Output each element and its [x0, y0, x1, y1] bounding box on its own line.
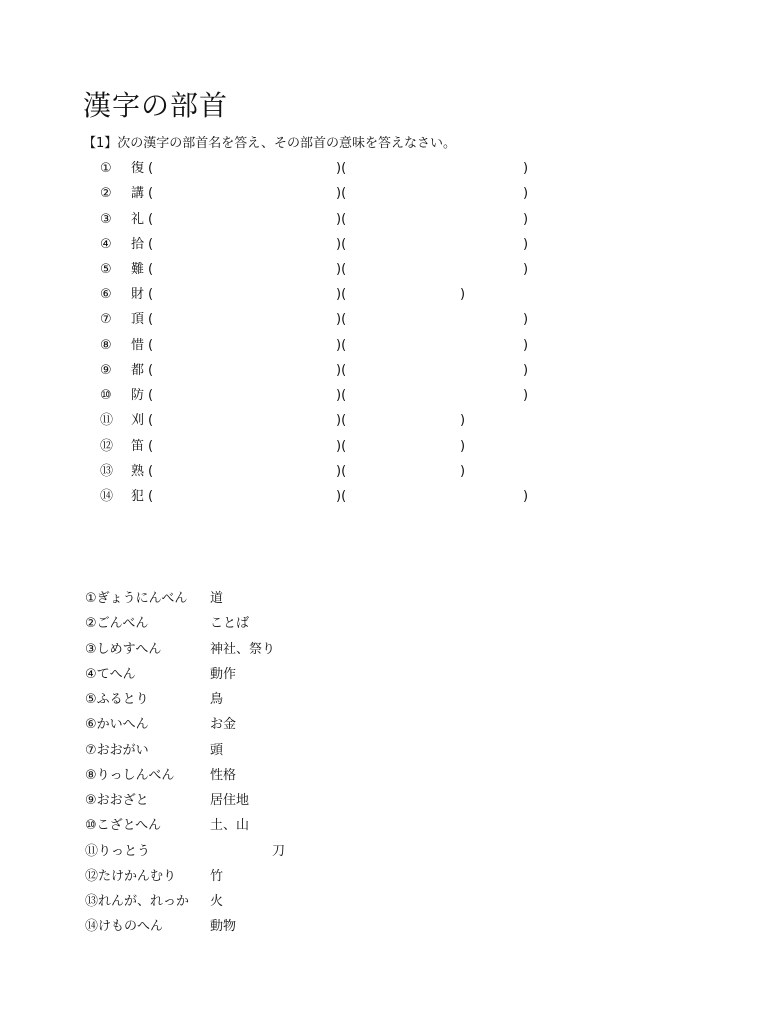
- answer-meaning: 刀: [272, 844, 286, 859]
- answer-blank-divider: )(: [336, 161, 347, 176]
- answer-radical-name: ③しめすへん: [85, 642, 162, 657]
- close-paren: ): [523, 161, 529, 176]
- question-kanji: 惜: [131, 338, 145, 353]
- answer-blank-divider: )(: [336, 212, 347, 227]
- question-kanji: 防: [131, 388, 145, 403]
- question-kanji: 犯: [131, 489, 145, 504]
- question-kanji: 難: [131, 262, 145, 277]
- question-kanji: 拾: [131, 237, 145, 252]
- close-paren: ): [523, 388, 529, 403]
- question-number: ⑫: [100, 439, 114, 454]
- answer-blank-divider: )(: [336, 464, 347, 479]
- open-paren: (: [148, 363, 154, 378]
- answer-meaning: 性格: [210, 768, 237, 783]
- answer-row: [0, 866, 768, 888]
- close-paren: ): [460, 439, 466, 454]
- question-number: ⑩: [100, 388, 112, 403]
- question-kanji: 笛: [131, 439, 145, 454]
- open-paren: (: [148, 237, 154, 252]
- answer-blank-divider: )(: [336, 439, 347, 454]
- question-number: ⑪: [100, 413, 114, 428]
- answer-radical-name: ⑥かいへん: [85, 717, 149, 732]
- close-paren: ): [523, 363, 529, 378]
- answer-row: [0, 891, 768, 913]
- open-paren: (: [148, 413, 154, 428]
- open-paren: (: [148, 489, 154, 504]
- open-paren: (: [148, 262, 154, 277]
- page-title: 漢字の部首: [83, 89, 229, 122]
- question-row: [0, 410, 768, 432]
- answer-row: [0, 740, 768, 762]
- open-paren: (: [148, 312, 154, 327]
- answer-meaning: ことば: [210, 616, 250, 631]
- question-row: [0, 209, 768, 231]
- answer-radical-name: ⑪りっとう: [85, 844, 151, 859]
- close-paren: ): [523, 212, 529, 227]
- answer-radical-name: ⑭けものへん: [85, 919, 164, 934]
- close-paren: ): [523, 237, 529, 252]
- close-paren: ): [523, 489, 529, 504]
- answer-meaning: 頭: [210, 743, 224, 758]
- answer-blank-divider: )(: [336, 237, 347, 252]
- question-kanji: 都: [131, 363, 145, 378]
- answer-radical-name: ①ぎょうにんべん: [85, 591, 188, 606]
- question-kanji: 講: [131, 186, 145, 201]
- close-paren: ): [460, 287, 466, 302]
- answer-meaning: 神社、祭り: [210, 642, 276, 657]
- open-paren: (: [148, 388, 154, 403]
- question-kanji: 刈: [131, 413, 145, 428]
- answer-blank-divider: )(: [336, 312, 347, 327]
- answer-row: [0, 790, 768, 812]
- question-number: ⑦: [100, 312, 112, 327]
- question-number: ⑨: [100, 363, 112, 378]
- answer-row: [0, 639, 768, 661]
- answer-blank-divider: )(: [336, 287, 347, 302]
- answer-blank-divider: )(: [336, 262, 347, 277]
- answer-row: [0, 841, 768, 863]
- answer-meaning: 動物: [210, 919, 237, 934]
- question-kanji: 熟: [131, 464, 145, 479]
- open-paren: (: [148, 186, 154, 201]
- question-number: ⑭: [100, 489, 114, 504]
- answer-meaning: 鳥: [210, 692, 224, 707]
- question-number: ②: [100, 186, 112, 201]
- answer-radical-name: ⑩こざとへん: [85, 818, 162, 833]
- answer-radical-name: ⑤ふるとり: [85, 692, 149, 707]
- answer-row: [0, 815, 768, 837]
- question-kanji: 礼: [131, 212, 145, 227]
- question-row: [0, 486, 768, 508]
- answer-meaning: お金: [210, 717, 237, 732]
- question-number: ④: [100, 237, 112, 252]
- instruction-text: 【1】次の漢字の部首名を答え、その部首の意味を答えなさい。: [83, 136, 457, 151]
- answer-row: [0, 664, 768, 686]
- close-paren: ): [523, 186, 529, 201]
- question-row: [0, 335, 768, 357]
- answer-radical-name: ⑫たけかんむり: [85, 869, 177, 884]
- open-paren: (: [148, 287, 154, 302]
- question-row: [0, 309, 768, 331]
- answer-blank-divider: )(: [336, 388, 347, 403]
- close-paren: ): [460, 464, 466, 479]
- question-row: [0, 158, 768, 180]
- answer-radical-name: ④てへん: [85, 667, 136, 682]
- question-row: [0, 461, 768, 483]
- close-paren: ): [523, 338, 529, 353]
- answer-row: [0, 714, 768, 736]
- question-kanji: 復: [131, 161, 145, 176]
- answer-meaning: 火: [210, 894, 224, 909]
- question-row: [0, 183, 768, 205]
- answer-meaning: 土、山: [210, 818, 250, 833]
- question-number: ①: [100, 161, 112, 176]
- open-paren: (: [148, 161, 154, 176]
- answer-meaning: 竹: [210, 869, 224, 884]
- answer-blank-divider: )(: [336, 363, 347, 378]
- question-kanji: 財: [131, 287, 145, 302]
- answer-row: [0, 765, 768, 787]
- close-paren: ): [460, 413, 466, 428]
- question-row: [0, 259, 768, 281]
- answer-meaning: 動作: [210, 667, 237, 682]
- answer-blank-divider: )(: [336, 186, 347, 201]
- answer-meaning: 道: [210, 591, 224, 606]
- answer-row: [0, 588, 768, 610]
- answer-blank-divider: )(: [336, 489, 347, 504]
- question-number: ⑧: [100, 338, 112, 353]
- question-kanji: 頂: [131, 312, 145, 327]
- open-paren: (: [148, 464, 154, 479]
- answer-radical-name: ⑬れんが、れっか: [85, 894, 190, 909]
- close-paren: ): [523, 312, 529, 327]
- question-number: ③: [100, 212, 112, 227]
- answer-radical-name: ②ごんべん: [85, 616, 149, 631]
- question-number: ⑥: [100, 287, 112, 302]
- question-row: [0, 360, 768, 382]
- question-row: [0, 284, 768, 306]
- close-paren: ): [523, 262, 529, 277]
- question-row: [0, 385, 768, 407]
- answer-blank-divider: )(: [336, 338, 347, 353]
- open-paren: (: [148, 439, 154, 454]
- answer-row: [0, 916, 768, 938]
- question-row: [0, 436, 768, 458]
- answer-radical-name: ⑧りっしんべん: [85, 768, 175, 783]
- answer-row: [0, 613, 768, 635]
- question-number: ⑤: [100, 262, 112, 277]
- answer-radical-name: ⑨おおざと: [85, 793, 149, 808]
- answer-blank-divider: )(: [336, 413, 347, 428]
- question-row: [0, 234, 768, 256]
- open-paren: (: [148, 212, 154, 227]
- question-number: ⑬: [100, 464, 114, 479]
- open-paren: (: [148, 338, 154, 353]
- answer-meaning: 居住地: [210, 793, 250, 808]
- answer-radical-name: ⑦おおがい: [85, 743, 149, 758]
- answer-row: [0, 689, 768, 711]
